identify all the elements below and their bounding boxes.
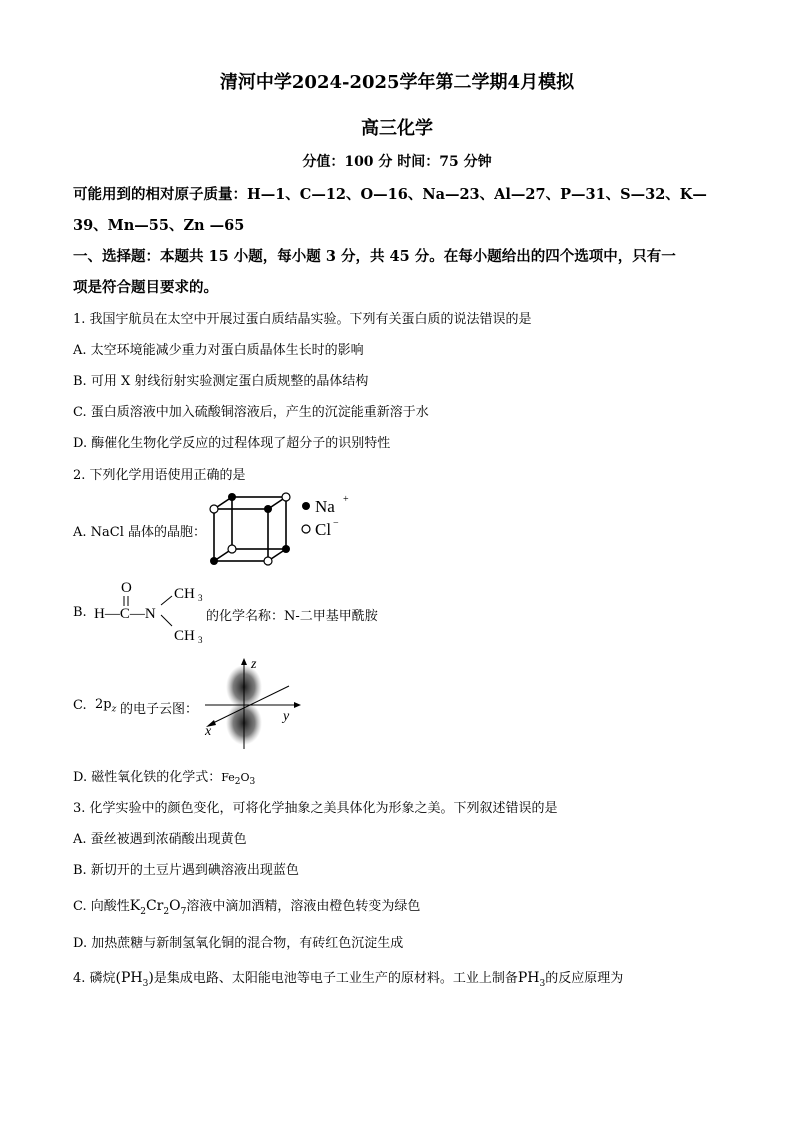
legend-na-marker bbox=[302, 502, 310, 510]
q3-option-b: B. 新切开的土豆片遇到碘溶液出现蓝色 bbox=[73, 863, 299, 878]
atomic-masses-line1: 可能用到的相对原子质量：H—1、C—12、O—16、Na—23、Al—27、P—31、S—32、K— bbox=[73, 186, 707, 203]
formula-methyl-top: CH bbox=[174, 586, 195, 602]
na-ion-marker bbox=[210, 557, 218, 565]
legend-na-label: Na bbox=[315, 497, 335, 516]
q2-stem: 2. 下列化学用语使用正确的是 bbox=[73, 468, 246, 483]
na-ion-marker bbox=[264, 505, 272, 513]
q3-option-c: C. 向酸性$K_2Cr_2O_7$溶液中滴加酒精，溶液由橙色转变为绿色 bbox=[73, 898, 421, 917]
formula-methyl-bottom-sub: 3 bbox=[198, 635, 203, 645]
cl-ion-marker bbox=[282, 493, 290, 501]
q2-option-c-orbital: $2p_z$ bbox=[95, 697, 117, 715]
q2-option-c-suffix: 的电子云图： bbox=[120, 702, 199, 717]
q2-option-c-label: C. bbox=[73, 698, 87, 713]
legend-cl-label: Cl bbox=[315, 520, 332, 539]
legend-cl-marker bbox=[302, 525, 310, 533]
cl-ion-marker bbox=[228, 545, 236, 553]
legend-cl-charge: − bbox=[333, 518, 339, 529]
na-ion-marker bbox=[282, 545, 290, 553]
q3-option-a: A. 蚕丝被遇到浓硝酸出现黄色 bbox=[73, 832, 247, 847]
formula-methyl-top-sub: 3 bbox=[198, 593, 203, 603]
pz-electron-cloud-diagram bbox=[197, 654, 307, 754]
q4-stem: 4. 磷烷$(PH_3)$是集成电路、太阳能电池等电子工业生产的原材料。工业上制备$PH_3$的反应原理为 bbox=[73, 970, 624, 989]
q1-option-b: B. 可用 X 射线衍射实验测定蛋白质规整的晶体结构 bbox=[73, 374, 369, 389]
section-heading-line2: 项是符合题目要求的。 bbox=[73, 279, 218, 296]
section-heading-line1: 一、选择题：本题共 15 小题，每小题 3 分，共 45 分。在每小题给出的四个选项中，只有一 bbox=[73, 248, 676, 265]
atomic-masses-line2: 39、Mn—55、Zn —65 bbox=[73, 217, 245, 234]
axis-label-z: z bbox=[251, 657, 257, 672]
q1-option-a: A. 太空环境能减少重力对蛋白质晶体生长时的影响 bbox=[73, 343, 364, 358]
exam-title: 清河中学2024-2025学年第二学期4月模拟 bbox=[219, 72, 575, 93]
q1-option-d: D. 酶催化生物化学反应的过程体现了超分子的识别特性 bbox=[73, 436, 391, 451]
axis-label-x: x bbox=[205, 724, 212, 739]
exam-subject: 高三化学 bbox=[361, 118, 433, 139]
q1-stem: 1. 我国宇航员在太空中开展过蛋白质结晶实验。下列有关蛋白质的说法错误的是 bbox=[73, 312, 532, 327]
q3-option-d: D. 加热蔗糖与新制氢氧化铜的混合物，有砖红色沉淀生成 bbox=[73, 936, 404, 951]
q2-option-a-label: A. NaCl 晶体的晶胞： bbox=[73, 525, 207, 540]
q2-option-b-suffix: 的化学名称：N-二甲基甲酰胺 bbox=[206, 609, 378, 624]
formula-backbone: H—C—N bbox=[94, 606, 156, 622]
nacl-unit-cell-diagram bbox=[205, 488, 355, 570]
dmf-structural-formula bbox=[90, 574, 212, 646]
formula-methyl-bottom: CH bbox=[174, 628, 195, 644]
q2-option-b-label: B. bbox=[73, 605, 87, 620]
formula-oxygen: O bbox=[121, 580, 132, 596]
legend-na-charge: + bbox=[343, 494, 349, 505]
na-ion-marker bbox=[228, 493, 236, 501]
q1-option-c: C. 蛋白质溶液中加入硫酸铜溶液后，产生的沉淀能重新溶于水 bbox=[73, 405, 429, 420]
cl-ion-marker bbox=[264, 557, 272, 565]
axis-label-y: y bbox=[283, 709, 290, 724]
cl-ion-marker bbox=[210, 505, 218, 513]
q3-stem: 3. 化学实验中的颜色变化，可将化学抽象之美具体化为形象之美。下列叙述错误的是 bbox=[73, 801, 558, 816]
exam-meta: 分值：100 分 时间：75 分钟 bbox=[302, 154, 492, 170]
q2-option-d: D. 磁性氧化铁的化学式：$Fe_2O_3$ bbox=[73, 770, 256, 788]
